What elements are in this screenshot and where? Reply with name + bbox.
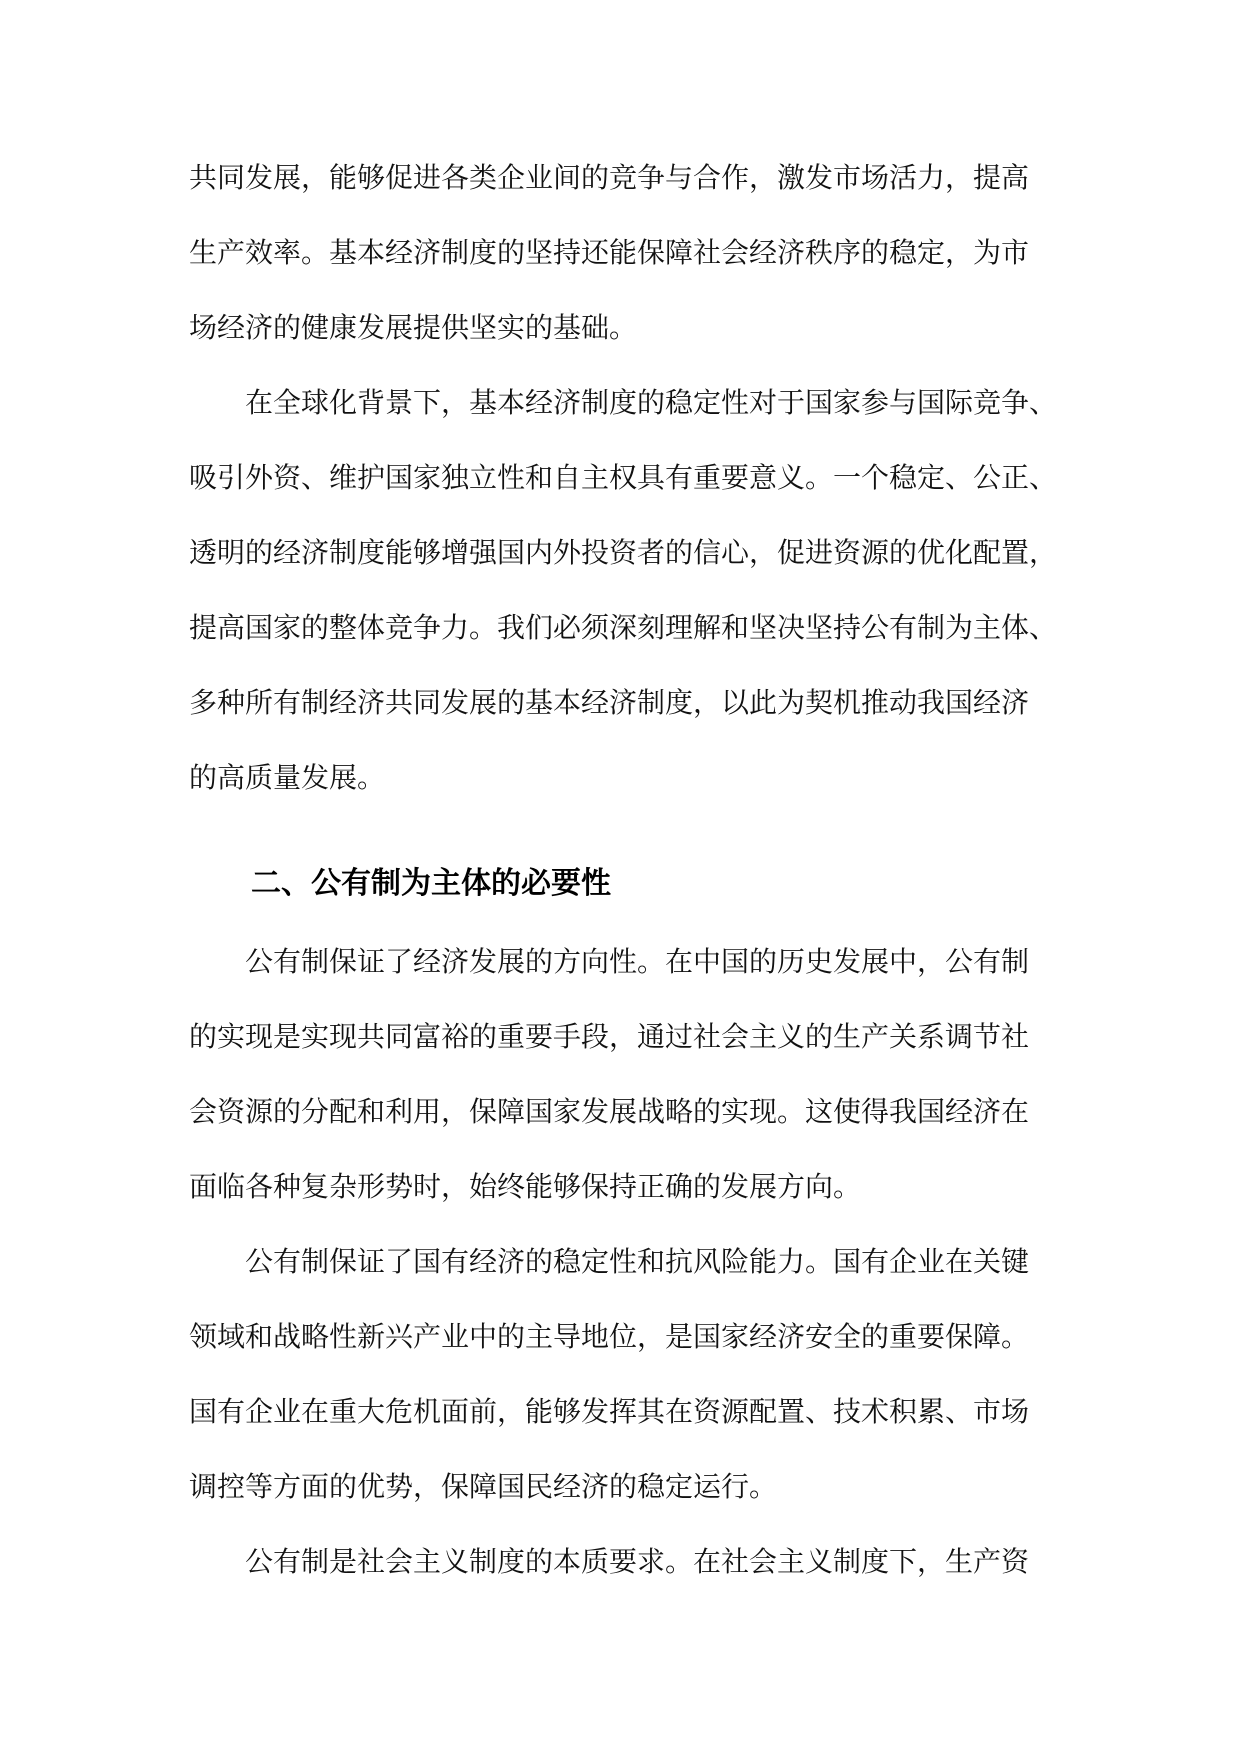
text-line: 生产效率。基本经济制度的坚持还能保障社会经济秩序的稳定，为市 xyxy=(189,236,1030,269)
text-line: 面临各种复杂形势时，始终能够保持正确的发展方向。 xyxy=(189,1170,862,1203)
text-line: 公有制保证了经济发展的方向性。在中国的历史发展中，公有制 xyxy=(245,945,1030,978)
text-line: 的高质量发展。 xyxy=(189,761,386,794)
text-line: 公有制保证了国有经济的稳定性和抗风险能力。国有企业在关键 xyxy=(245,1245,1030,1278)
text-line: 多种所有制经济共同发展的基本经济制度，以此为契机推动我国经济 xyxy=(189,686,1030,719)
text-line: 透明的经济制度能够增强国内外投资者的信心，促进资源的优化配置， xyxy=(189,536,1058,569)
text-line: 场经济的健康发展提供坚实的基础。 xyxy=(189,311,638,344)
section-heading: 二、公有制为主体的必要性 xyxy=(251,866,611,901)
text-line: 领域和战略性新兴产业中的主导地位，是国家经济安全的重要保障。 xyxy=(189,1320,1030,1353)
text-line: 吸引外资、维护国家独立性和自主权具有重要意义。一个稳定、公正、 xyxy=(189,461,1058,494)
paragraph xyxy=(189,924,1051,1224)
text-line: 会资源的分配和利用，保障国家发展战略的实现。这使得我国经济在 xyxy=(189,1095,1030,1128)
text-line: 提高国家的整体竞争力。我们必须深刻理解和坚决坚持公有制为主体、 xyxy=(189,611,1058,644)
text-line: 调控等方面的优势，保障国民经济的稳定运行。 xyxy=(189,1470,778,1503)
paragraph xyxy=(189,1224,1051,1524)
paragraph xyxy=(189,365,1058,815)
text-line: 公有制是社会主义制度的本质要求。在社会主义制度下，生产资 xyxy=(245,1545,1030,1578)
text-line: 国有企业在重大危机面前，能够发挥其在资源配置、技术积累、市场 xyxy=(189,1395,1030,1428)
document-body xyxy=(189,140,1058,1599)
paragraph xyxy=(189,140,1051,365)
text-line: 共同发展，能够促进各类企业间的竞争与合作，激发市场活力，提高 xyxy=(189,161,1030,194)
paragraph xyxy=(189,1524,1051,1599)
text-line: 在全球化背景下，基本经济制度的稳定性对于国家参与国际竞争、 xyxy=(245,386,1058,419)
text-line: 的实现是实现共同富裕的重要手段，通过社会主义的生产关系调节社 xyxy=(189,1020,1030,1053)
